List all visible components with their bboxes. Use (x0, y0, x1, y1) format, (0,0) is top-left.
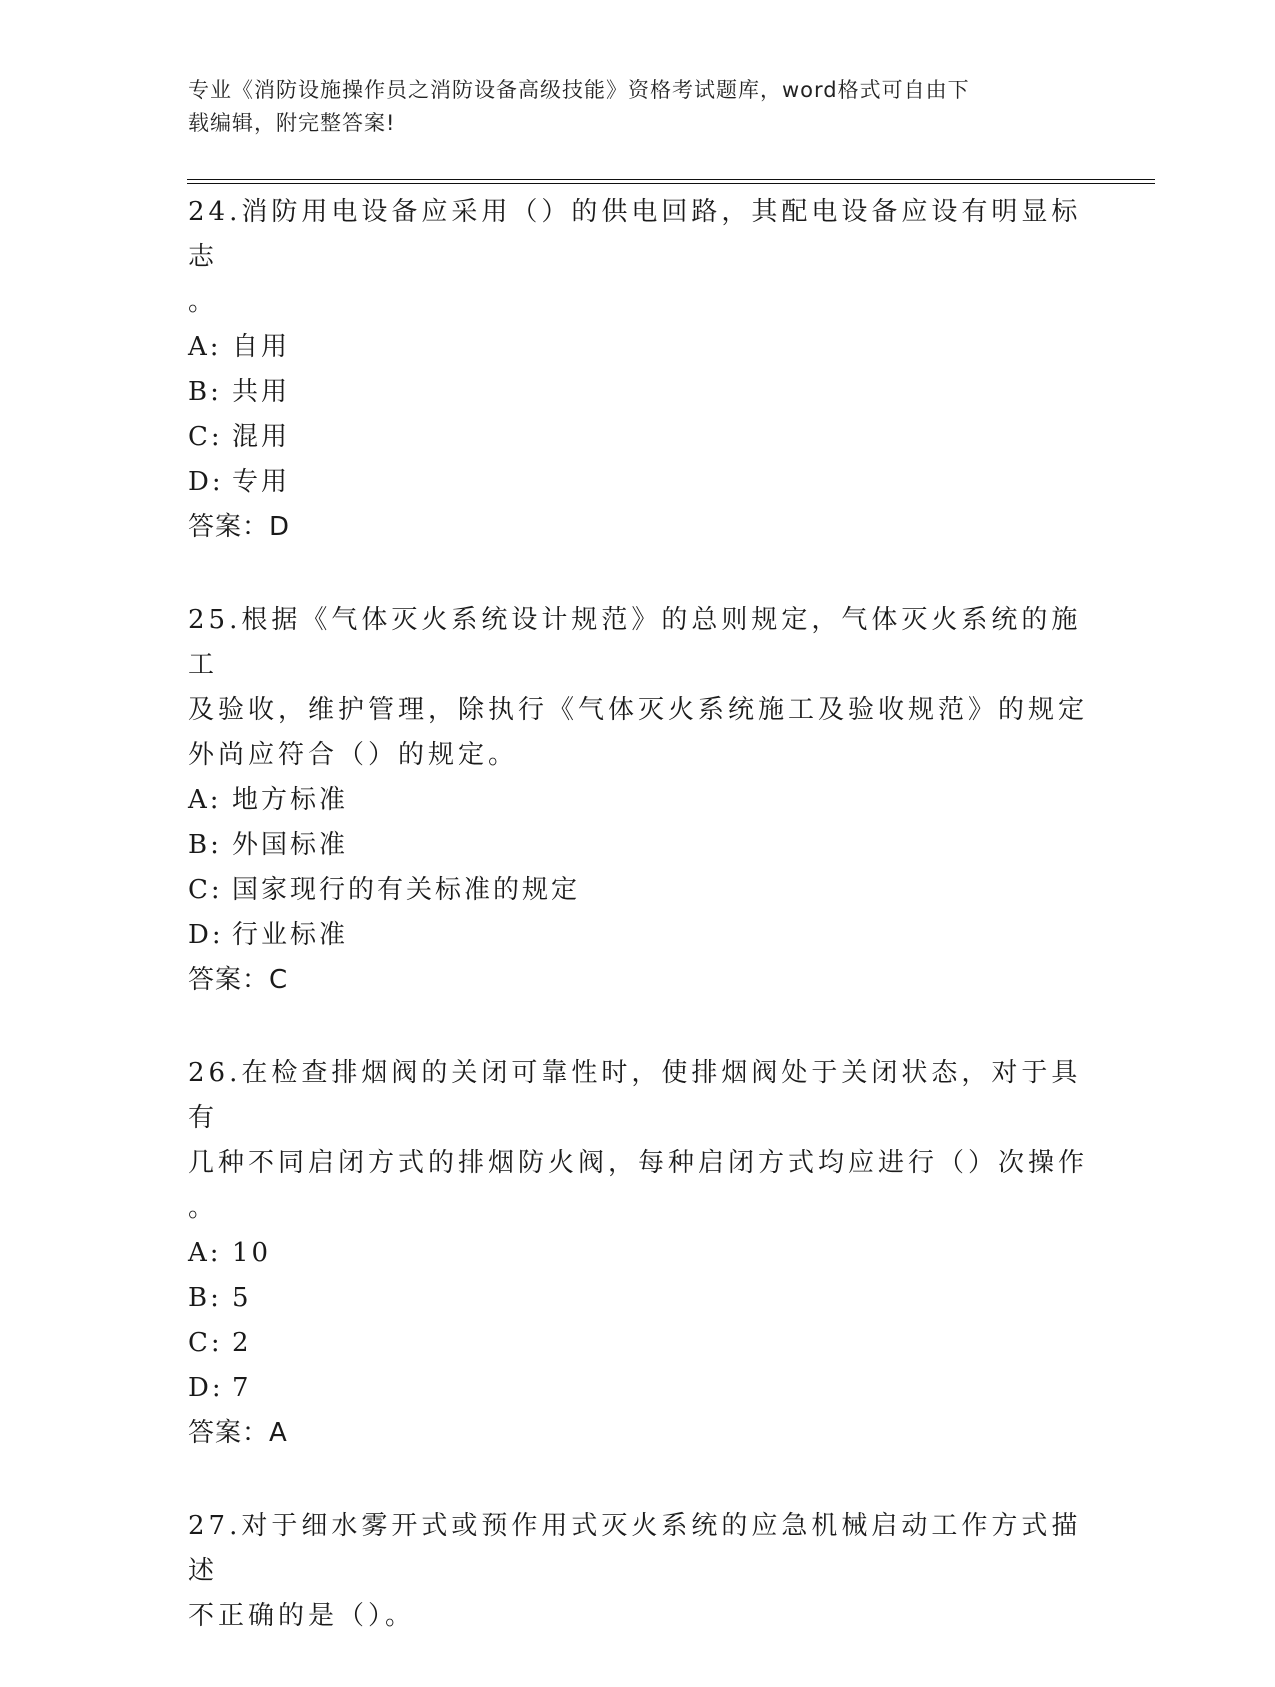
option-text: 10 (232, 1238, 272, 1268)
option-letter: D: (188, 920, 224, 950)
question-text-tail: 。 (188, 287, 219, 317)
question-text: 26.在检查排烟阀的关闭可靠性时，使排烟阀处于关闭状态，对于具有 (188, 1058, 1082, 1133)
option-c (188, 1321, 1108, 1366)
option-letter: C: (188, 875, 223, 905)
option-text: 外国标准 (232, 830, 349, 860)
question-25 (188, 598, 1108, 1003)
option-letter: B: (188, 1283, 222, 1313)
document-header (188, 74, 1088, 140)
option-a (188, 1231, 1108, 1276)
answer-line: 答案：C (188, 965, 289, 995)
option-letter: D: (188, 1373, 224, 1403)
question-text-line-2: 几种不同启闭方式的排烟防火阀，每种启闭方式均应进行（）次操作 (188, 1148, 1089, 1178)
option-text: 地方标准 (232, 785, 349, 815)
option-text: 2 (232, 1328, 252, 1358)
question-27 (188, 1504, 1108, 1639)
option-text: 国家现行的有关标准的规定 (232, 875, 581, 905)
answer-line: 答案：D (188, 512, 291, 542)
option-letter: C: (188, 422, 223, 452)
header-divider-top (187, 179, 1155, 180)
option-text: 7 (232, 1373, 252, 1403)
option-letter: B: (188, 377, 222, 407)
option-d (188, 1366, 1108, 1411)
option-text: 共用 (232, 377, 291, 407)
option-a (188, 778, 1108, 823)
question-list (188, 190, 1108, 1687)
question-24 (188, 190, 1108, 550)
option-letter: A: (188, 332, 222, 362)
question-text: 25.根据《气体灭火系统设计规范》的总则规定，气体灭火系统的施工 (188, 605, 1082, 680)
option-letter: C: (188, 1328, 223, 1358)
question-text: 24.消防用电设备应采用（）的供电回路，其配电设备应设有明显标志 (188, 197, 1082, 272)
option-letter: A: (188, 1238, 222, 1268)
option-b (188, 1276, 1108, 1321)
header-line-2: 载编辑，附完整答案! (188, 111, 396, 135)
option-a (188, 325, 1108, 370)
option-text: 行业标准 (232, 920, 349, 950)
option-d (188, 460, 1108, 505)
option-letter: D: (188, 467, 224, 497)
question-text-tail: 。 (188, 1193, 219, 1223)
option-text: 专用 (232, 467, 291, 497)
header-line-1: 专业《消防设施操作员之消防设备高级技能》资格考试题库，word格式可自由下 (188, 78, 970, 102)
option-b (188, 370, 1108, 415)
question-26 (188, 1051, 1108, 1456)
question-text: 27.对于细水雾开式或预作用式灭火系统的应急机械启动工作方式描述 (188, 1511, 1082, 1586)
option-letter: A: (188, 785, 222, 815)
question-text-line-2: 及验收，维护管理，除执行《气体灭火系统施工及验收规范》的规定 (188, 695, 1089, 725)
question-text-line-2: 不正确的是（）。 (188, 1601, 416, 1631)
question-text-line-3: 外尚应符合（）的规定。 (188, 740, 519, 770)
option-c (188, 415, 1108, 460)
option-d (188, 913, 1108, 958)
answer-line: 答案：A (188, 1418, 288, 1448)
header-divider-bottom (187, 183, 1155, 184)
option-text: 自用 (232, 332, 291, 362)
option-text: 5 (232, 1283, 252, 1313)
option-b (188, 823, 1108, 868)
option-text: 混用 (232, 422, 291, 452)
option-letter: B: (188, 830, 222, 860)
option-c (188, 868, 1108, 913)
